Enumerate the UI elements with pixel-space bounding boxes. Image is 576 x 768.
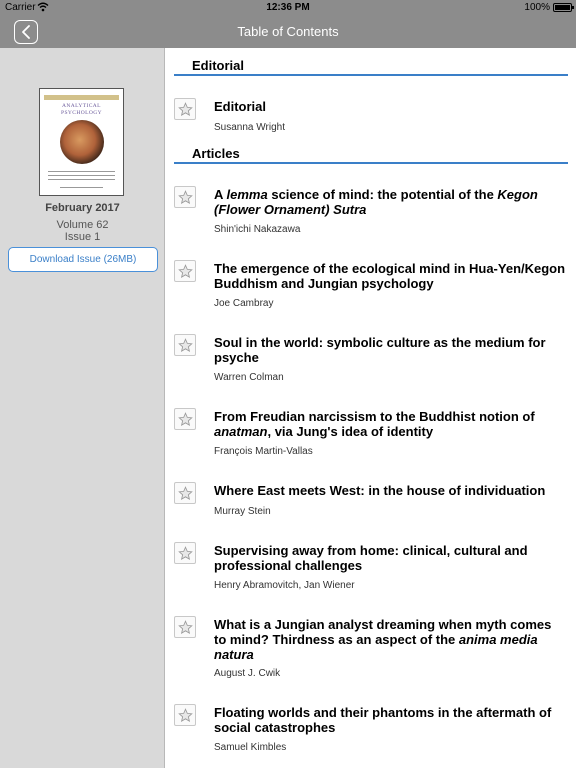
favorite-star-button[interactable] [174, 542, 196, 564]
battery-percent: 100% [524, 2, 550, 13]
article-title[interactable]: Soul in the world: symbolic culture as the medium for psyche [214, 335, 546, 365]
favorite-star-button[interactable] [174, 704, 196, 726]
section-header-editorial: Editorial [192, 58, 245, 73]
download-issue-button[interactable]: Download Issue (26MB) [8, 247, 158, 272]
star-icon [178, 708, 193, 723]
article-author: Shin'ichi Nakazawa [214, 224, 301, 235]
favorite-star-button[interactable] [174, 260, 196, 282]
article-title[interactable]: Floating worlds and their phantoms in the aftermath of social catastrophes [214, 705, 552, 735]
section-divider [174, 74, 568, 76]
page-title: Table of Contents [237, 24, 339, 39]
article-author: Susanna Wright [214, 122, 285, 133]
section-divider [174, 162, 568, 164]
issue-date: February 2017 [45, 202, 120, 214]
star-icon [178, 102, 193, 117]
issue-number: Issue 1 [64, 231, 101, 243]
article-title[interactable]: Supervising away from home: clinical, cultural and professional challenges [214, 543, 528, 573]
section-header-articles: Articles [192, 146, 240, 161]
issue-cover-image[interactable] [39, 88, 124, 196]
article-author: Samuel Kimbles [214, 742, 287, 753]
favorite-star-button[interactable] [174, 616, 196, 638]
article-author: Warren Colman [214, 372, 284, 383]
navigation-bar [0, 16, 576, 48]
star-icon [178, 486, 193, 501]
star-icon [178, 412, 193, 427]
carrier-label: Carrier [5, 2, 36, 13]
clock: 12:36 PM [266, 2, 310, 13]
article-author: Joe Cambray [214, 298, 274, 309]
star-icon [178, 190, 193, 205]
favorite-star-button[interactable] [174, 408, 196, 430]
article-title[interactable]: A lemma science of mind: the potential of the Kegon (Flower Ornament) Sutra [214, 187, 538, 217]
star-icon [178, 546, 193, 561]
issue-volume: Volume 62 [56, 219, 109, 231]
star-icon [178, 620, 193, 635]
article-title[interactable]: From Freudian narcissism to the Buddhist notion of anatman, via Jung's idea of identity [214, 409, 535, 439]
article-author: François Martin-Vallas [214, 446, 313, 457]
article-title[interactable]: Where East meets West: in the house of individuation [214, 483, 546, 498]
table-of-contents [166, 48, 576, 768]
favorite-star-button[interactable] [174, 186, 196, 208]
cover-bowl-illustration [60, 120, 104, 164]
article-title[interactable]: The emergence of the ecological mind in Hua-Yen/Kegon Buddhism and Jungian psychology [214, 261, 566, 291]
star-icon [178, 264, 193, 279]
article-title[interactable]: Editorial [214, 99, 267, 114]
article-title[interactable]: What is a Jungian analyst dreaming when myth comes to mind? Thirdness as an aspect of the anima media natura [214, 617, 552, 662]
article-author: August J. Cwik [214, 668, 281, 679]
favorite-star-button[interactable] [174, 334, 196, 356]
cover-journal-title: ANALYTICAL PSYCHOLOGY [61, 103, 102, 116]
cover-band [44, 95, 119, 100]
favorite-star-button[interactable] [174, 98, 196, 120]
article-author: Henry Abramovitch, Jan Wiener [214, 580, 355, 591]
article-author: Murray Stein [214, 506, 271, 517]
favorite-star-button[interactable] [174, 482, 196, 504]
issue-sidebar [0, 48, 165, 768]
battery-icon [553, 3, 572, 12]
status-bar [0, 0, 576, 16]
star-icon [178, 338, 193, 353]
